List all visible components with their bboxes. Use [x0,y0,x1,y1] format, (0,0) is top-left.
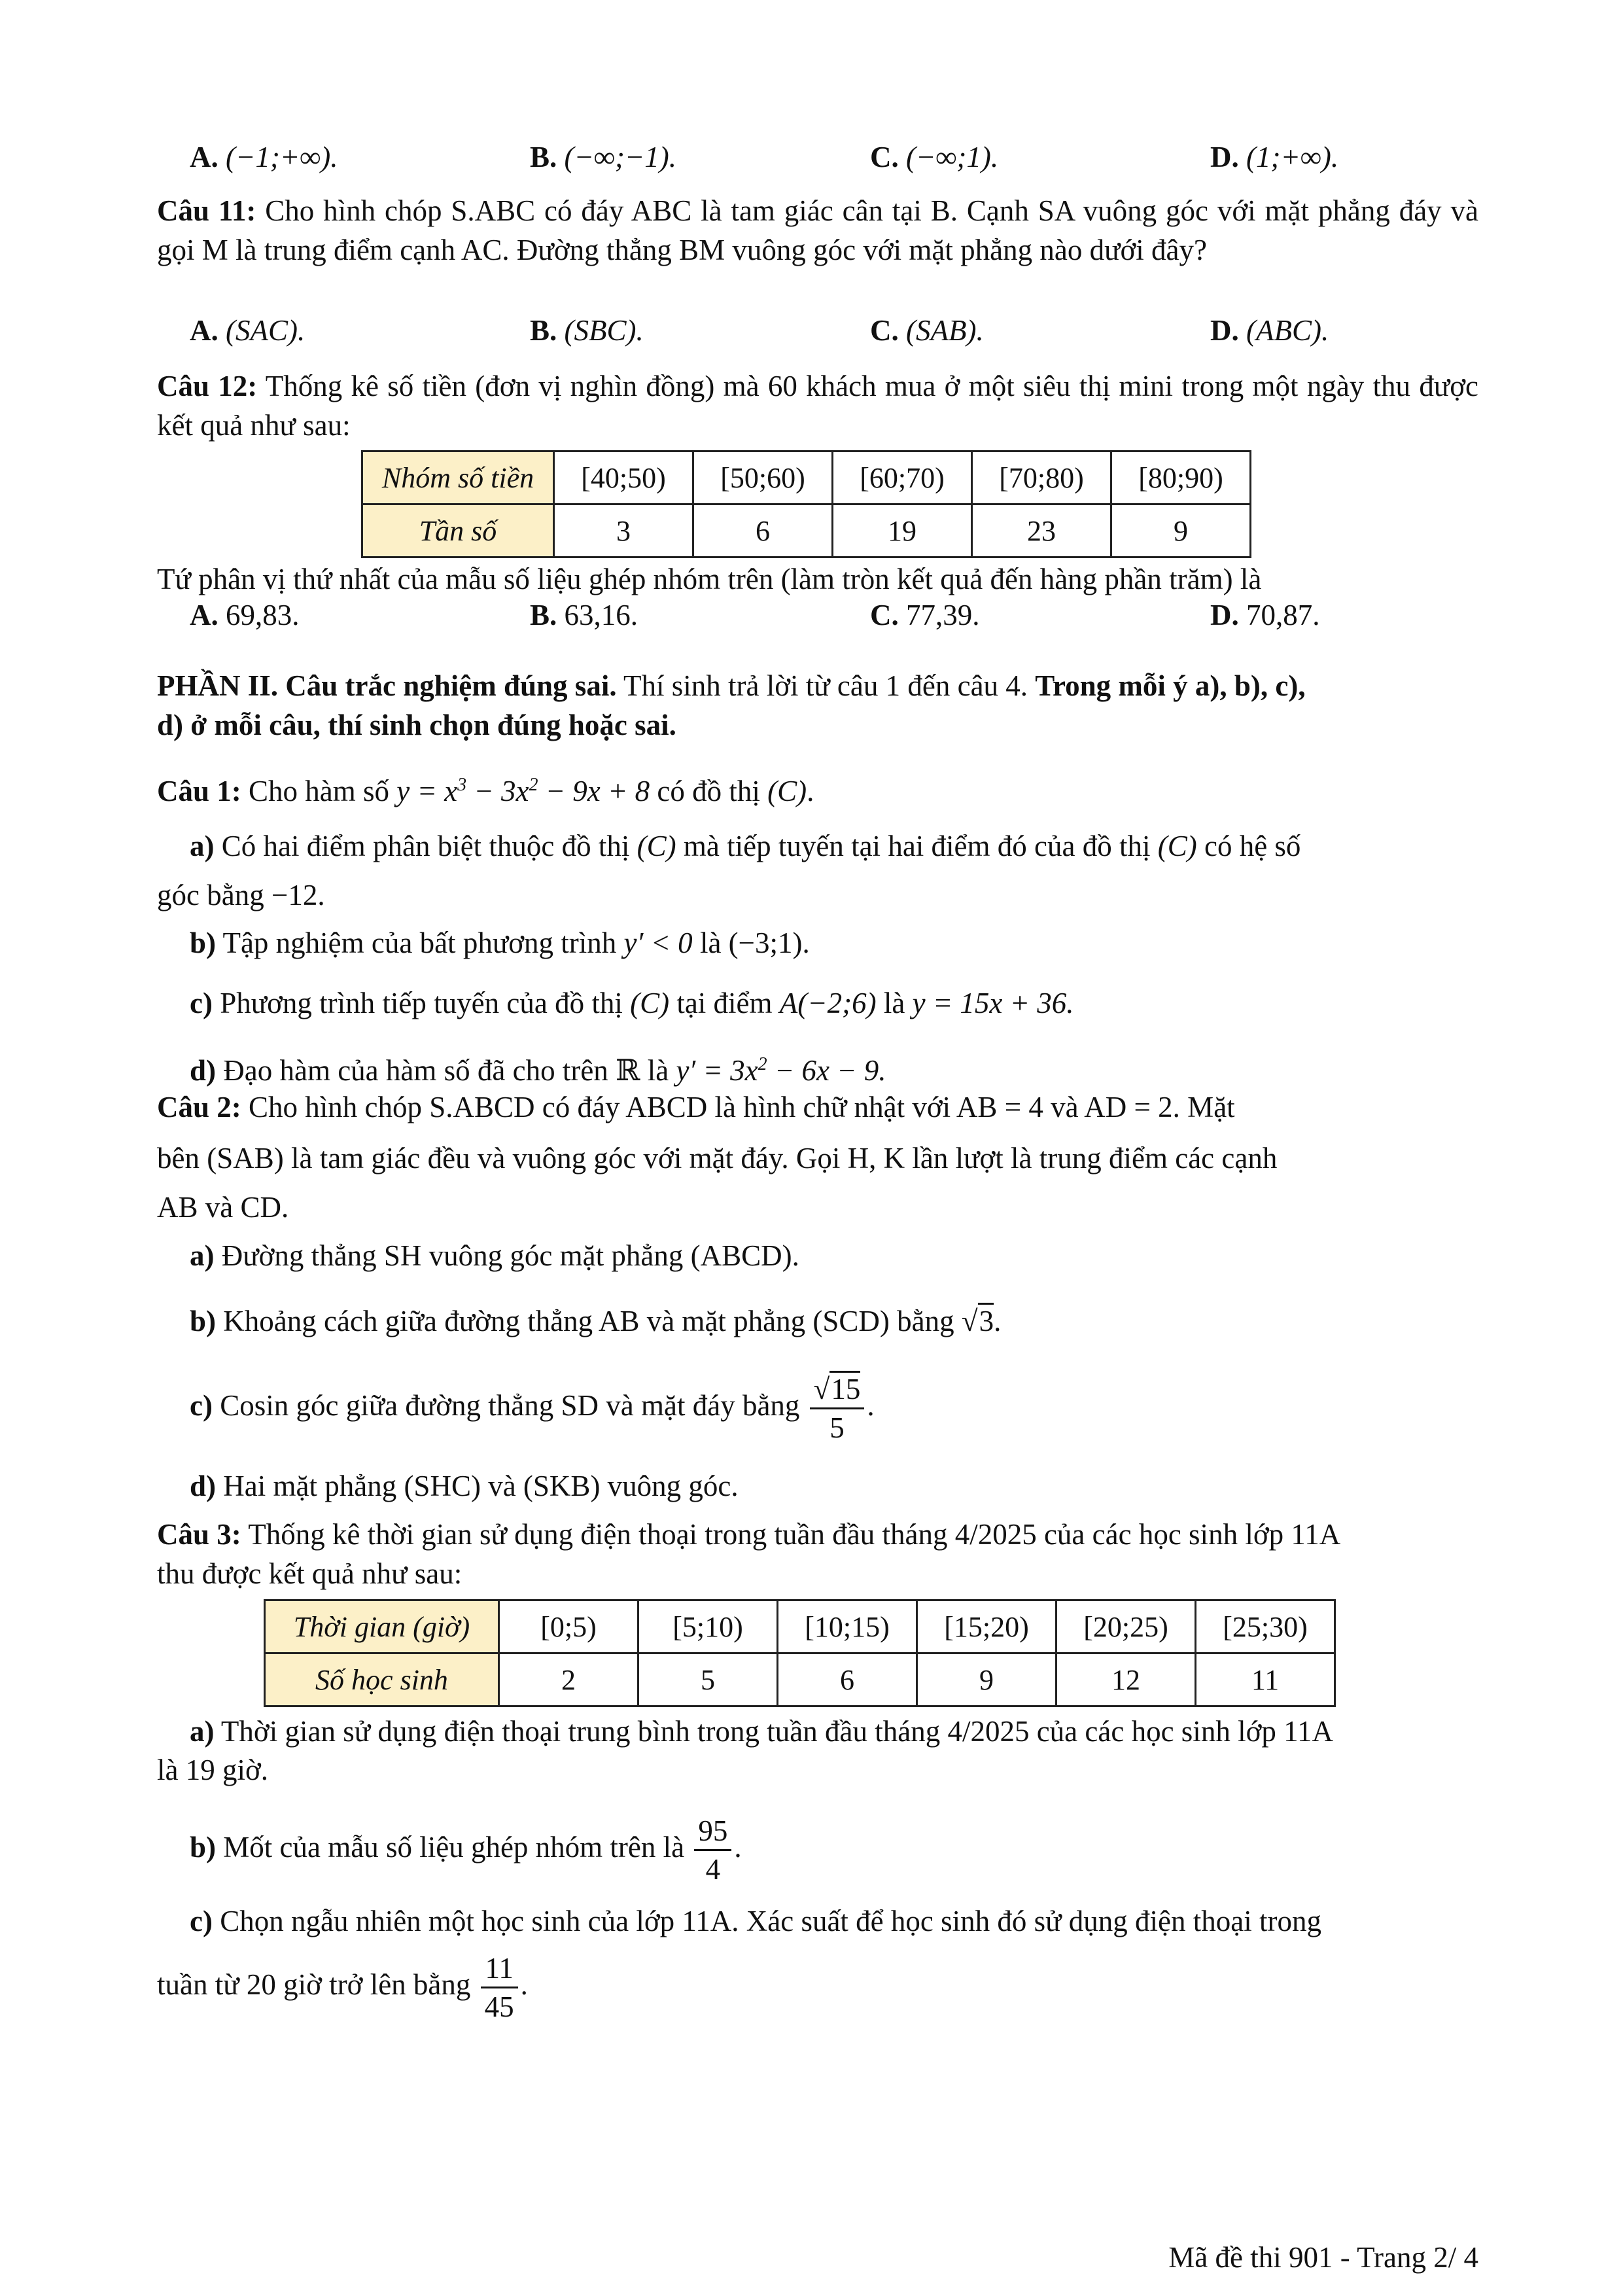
table-cell: 9 [1111,504,1251,557]
table-cell: [20;25) [1056,1600,1196,1653]
table-cell: [25;30) [1196,1600,1335,1653]
part2-header: PHẦN II. Câu trắc nghiệm đúng sai. Thí sinh trả lời từ câu 1 đến câu 4. Trong mỗi ý a), b), c), [157,669,1306,702]
q10-option-a: A. (−1;+∞). [190,141,338,173]
q10-option-b: B. (−∞;−1). [530,141,677,173]
fraction: $\frac{95}{4}$ [694,1812,731,1888]
q11-option-d: D. (ABC). [1210,314,1329,347]
table-cell: [70;80) [972,451,1111,504]
p2q3-table [264,1599,1336,1707]
p2q3-item-c-cont: tuần từ 20 giờ trở lên bằng $\frac{11}{45}$ . [157,1950,1478,2025]
p2q2-item-b: b) Khoảng cách giữa đường thẳng AB và mặt phẳng (SCD) bằng √3. [190,1301,1485,1341]
p2q3-item-c: c) Chọn ngẫu nhiên một học sinh của lớp 11A. Xác suất để học sinh đó sử dụng điện thoại trong [190,1905,1321,1937]
table-cell: 12 [1056,1653,1196,1706]
table-header-cell: Thời gian (giờ) [265,1600,499,1653]
table-row [265,1600,1335,1653]
q10-option-c: C. (−∞;1). [870,141,999,173]
q11-stem: Câu 11: Cho hình chóp S.ABC có đáy ABC là tam giác cân tại B. Cạnh SA vuông góc với mặt phẳng đáy và gọi M là trung điểm cạnh AC. Đường thẳng BM vuông góc với mặt phẳng nào dưới đây? [157,194,1479,266]
table-cell: [80;90) [1111,451,1251,504]
p2q1-item-d: d) Đạo hàm của hàm số đã cho trên ℝ là $y' = 3x^2 - 6x - 9$. [190,1054,886,1087]
table-header-cell: Tần số [362,504,554,557]
q11-options [190,308,1498,353]
q10-option-d: D. (1;+∞). [1210,141,1339,173]
table-cell: 11 [1196,1653,1335,1706]
table-row [265,1653,1335,1706]
table-header-cell: Số học sinh [265,1653,499,1706]
table-cell: [5;10) [638,1600,778,1653]
p2q2-item-c: c) Cosin góc giữa đường thẳng SD và mặt đáy bằng $\frac{√15}{5}$ . [190,1371,1485,1446]
p2q3-item-a-cont: là 19 giờ. [157,1754,269,1786]
p2q3-stem-line2: thu được kết quả như sau: [157,1557,462,1590]
p2q1-item-b: b) Tập nghiệm của bất phương trình y′ < 0 là (−3;1). [190,927,810,959]
p2q3-item-a: a) Thời gian sử dụng điện thoại trung bình trong tuần đầu tháng 4/2025 của các học sinh lớp 11A [190,1715,1333,1748]
q12-option-c: C. 77,39. [870,599,980,631]
table-cell: 23 [972,504,1111,557]
p2q2-item-d: d) Hai mặt phẳng (SHC) và (SKB) vuông góc. [190,1470,739,1502]
table-cell: [50;60) [693,451,833,504]
table-cell: 2 [499,1653,638,1706]
p2q2-stem-line1: Câu 2: Cho hình chóp S.ABCD có đáy ABCD là hình chữ nhật với AB = 4 và AD = 2. Mặt [157,1091,1235,1123]
p2q2-item-a: a) Đường thẳng SH vuông góc mặt phẳng (ABCD). [190,1239,799,1272]
table-row [362,504,1251,557]
p2q3-stem-line1: Câu 3: Thống kê thời gian sử dụng điện thoại trong tuần đầu tháng 4/2025 của các học sinh lớp 11A [157,1518,1341,1551]
q12-options [190,592,1498,638]
table-cell: [15;20) [917,1600,1056,1653]
p2q2-stem-line3: AB và CD. [157,1191,289,1224]
q10-options [190,134,1498,180]
q12-question: Tứ phân vị thứ nhất của mẫu số liệu ghép nhóm trên (làm tròn kết quả đến hàng phần trăm) là [157,563,1262,595]
table-cell: [40;50) [554,451,693,504]
q11-option-a: A. (SAC). [190,314,305,347]
table-cell: 19 [833,504,972,557]
table-row [362,451,1251,504]
table-cell: [60;70) [833,451,972,504]
table-header-cell: Nhóm số tiền [362,451,554,504]
table-cell: 9 [917,1653,1056,1706]
table-cell: 3 [554,504,693,557]
table-cell: 6 [778,1653,917,1706]
p2q1-item-c: c) Phương trình tiếp tuyến của đồ thị (C) tại điểm A(−2;6) là y = 15x + 36. [190,987,1074,1019]
table-cell: [0;5) [499,1600,638,1653]
q11-option-b: B. (SBC). [530,314,644,347]
q12-option-a: A. 69,83. [190,599,300,631]
fraction: $\frac{11}{45}$ [481,1950,518,2025]
q12-option-d: D. 70,87. [1210,599,1320,631]
table-cell: [10;15) [778,1600,917,1653]
p2q1-item-a-cont: góc bằng −12. [157,879,325,911]
q12-table [361,450,1251,558]
p2q1-stem: Câu 1: Cho hàm số $y = x^3 - 3x^2 - 9x + 8$ có đồ thị (C). [157,775,814,807]
q12-option-b: B. 63,16. [530,599,638,631]
q11-option-c: C. (SAB). [870,314,984,347]
fraction: $\frac{√15}{5}$ [810,1371,865,1446]
table-cell: 6 [693,504,833,557]
p2q2-stem-line2: bên (SAB) là tam giác đều và vuông góc với mặt đáy. Gọi H, K lần lượt là trung điểm các cạnh [157,1142,1278,1174]
p2q1-item-a: a) Có hai điểm phân biệt thuộc đồ thị (C) mà tiếp tuyến tại hai điểm đó của đồ thị (C) có hệ số [190,830,1301,862]
q12-stem: Câu 12: Thống kê số tiền (đơn vị nghìn đồng) mà 60 khách mua ở một siêu thị mini trong một ngày thu được kết quả như sau: [157,370,1478,442]
part2-header-line2: d) ở mỗi câu, thí sinh chọn đúng hoặc sai. [157,709,676,741]
table-cell: 5 [638,1653,778,1706]
page-footer: Mã đề thi 901 - Trang 2/ 4 [1168,2241,1478,2274]
p2q3-item-b: b) Mốt của mẫu số liệu ghép nhóm trên là $\frac{95}{4}$ . [190,1812,1485,1888]
